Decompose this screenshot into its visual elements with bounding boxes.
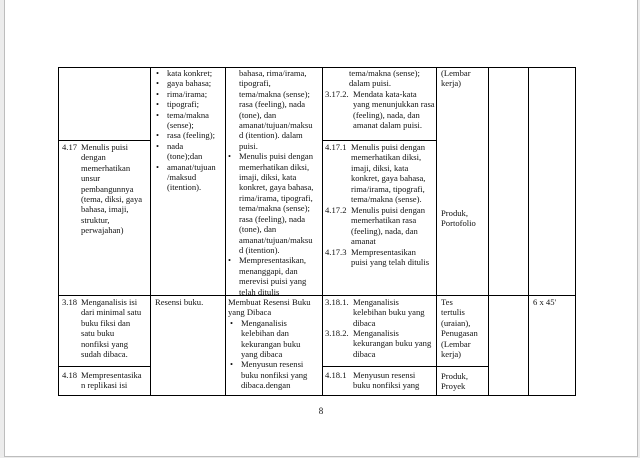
text-line: Menulis puisi dengan — [351, 142, 425, 152]
text-line: d (itention). dalam — [239, 130, 303, 141]
text-line: memerhatikan rasa — [351, 215, 417, 226]
text-line: Mendata kata-kata — [353, 89, 417, 99]
text-line: nonfiksi yang — [81, 338, 129, 349]
text-line: dibaca — [353, 348, 376, 359]
kd-line: pembangunnya — [81, 183, 134, 194]
text-line: Menganalisis isi — [81, 297, 138, 307]
text-line: tema/makna (sense). — [351, 194, 422, 205]
text-line: tema/makna (sense); — [349, 68, 420, 78]
text-line: dibaca — [353, 317, 376, 328]
text-line: tema/makna (sense); — [239, 88, 310, 99]
indikator-3-18-1 — [325, 297, 425, 328]
text-line: tertulis — [441, 307, 465, 318]
text-line: (tone), dan — [239, 224, 277, 235]
materi-item-cont: (tone);dan — [167, 151, 203, 162]
text-line: dalam puisi. — [349, 78, 392, 89]
text-line: buku nonfiksi yang — [353, 380, 420, 391]
indikator-3-18-2 — [325, 328, 431, 359]
text-line: yang menunjukkan rasa — [353, 99, 435, 110]
text-line: Resensi buku. — [155, 297, 204, 307]
indikator-3-17-cont — [325, 68, 420, 89]
text-line: imaji, diksi, kata — [239, 172, 297, 183]
text-line: d (itention). — [239, 244, 280, 255]
indikator-4-18-1 — [325, 370, 419, 391]
text-line: Menyusun resensi — [353, 370, 416, 380]
text-line: dibaca.dengan — [241, 380, 291, 391]
text-line: Produk, — [441, 371, 468, 381]
text-line: rasa (feeling), nada — [239, 213, 306, 224]
text-line: Mempresentasika — [81, 370, 142, 380]
materi-item-cont: (sense); — [167, 120, 194, 131]
kd-line: struktur, — [81, 214, 110, 225]
kegiatan-bullet: • Mempresentasikan, — [228, 255, 313, 265]
materi-item: • rima/irama; — [156, 89, 216, 99]
text-line: buku fiksi dan — [81, 317, 131, 328]
materi-item: • gaya bahasa; — [156, 78, 216, 88]
text-line: kekurangan buku — [241, 338, 301, 349]
text-line: Penugasan — [441, 328, 478, 339]
kegiatan-bullet: • Menganalisis — [230, 318, 311, 328]
materi-item: • amanat/tujuan — [156, 162, 216, 172]
kd-line: bahasa, imaji, — [81, 204, 129, 215]
text-line: rima/irama, tipografi, — [351, 183, 425, 194]
text-line: telah ditulis — [239, 286, 280, 297]
text-line: konkret, gaya bahasa, — [239, 182, 314, 193]
kegiatan-bullet: • Menyusun resensi — [230, 359, 311, 369]
indikator-3-17-2 — [325, 89, 435, 131]
text-line: 6 x 45' — [533, 297, 557, 307]
text-line: amanat/tujuan/maksu — [239, 120, 313, 131]
text-line: (tone), dan — [239, 109, 277, 120]
text-line: Menganalisis — [353, 297, 399, 307]
syllabus-table — [58, 67, 576, 396]
text-line: bahasa, rima/irama, — [239, 68, 307, 78]
penilaian-produk-proyek — [441, 371, 468, 392]
text-line: yang Dibaca — [228, 307, 272, 318]
kd-4-18 — [62, 370, 142, 391]
page-number: 8 — [318, 406, 324, 416]
indikator-4-17-1 — [325, 142, 425, 204]
kd-line: unsur — [81, 173, 101, 184]
text-line: rima/irama, tipografi, — [239, 192, 313, 203]
materi-item-cont: (itention). — [167, 182, 202, 193]
materi-item: • nada — [156, 141, 216, 151]
text-line: 4.17.3 — [325, 247, 347, 257]
text-line: 4.18.1 — [325, 370, 347, 380]
text-line: Mempresentasikan — [351, 247, 416, 257]
kd-line: (tema, diksi, gaya — [81, 194, 143, 205]
text-line: menanggapi, dan — [239, 265, 298, 276]
text-line: konkret, gaya bahasa, — [351, 173, 426, 184]
materi-item: • tema/makna — [156, 110, 216, 120]
text-line: Portofolio — [441, 218, 476, 229]
materi-item: • kata konkret; — [156, 68, 216, 78]
text-line: tipografi, — [239, 78, 271, 89]
text-line: kerja) — [441, 349, 462, 360]
materi-list — [156, 68, 216, 193]
text-line: (Lembar — [441, 68, 471, 78]
text-line: kerja) — [441, 78, 462, 89]
text-line: tema/makna (sense); — [239, 203, 310, 214]
text-line: (Lembar — [441, 338, 471, 349]
text-line: (feeling), nada, dan — [353, 109, 420, 120]
text-line: 3.18.2. — [325, 328, 349, 338]
kegiatan-bullet: • Menulis puisi dengan — [228, 151, 313, 161]
text-line: imaji, diksi, kata — [351, 162, 409, 173]
indikator-4-17-2 — [325, 205, 425, 247]
indikator-4-17-3 — [325, 247, 429, 268]
text-line: 4.17.1 — [325, 142, 347, 152]
kd-3-18 — [62, 297, 141, 359]
materi-item-cont: /maksud — [167, 172, 197, 183]
text-line: dari minimal satu — [81, 307, 142, 318]
text-line: Tes — [441, 297, 453, 307]
text-line: 3.17.2. — [325, 89, 349, 99]
kd-line: memerhatikan — [81, 162, 131, 173]
kd-line: dengan — [81, 152, 106, 163]
text-line: Membuat Resensi Buku — [228, 297, 311, 307]
text-line: Produk, — [441, 208, 468, 218]
text-line: Menulis puisi dengan — [351, 205, 425, 215]
kd-line: Menulis puisi — [81, 142, 129, 152]
text-line: 4.18 — [62, 370, 78, 380]
text-line: puisi yang telah ditulis — [351, 257, 430, 268]
text-line: (feeling), nada, dan — [351, 225, 418, 236]
materi-resensi — [155, 297, 203, 307]
text-line: memerhatikan diksi, — [239, 161, 310, 172]
materi-item: • rasa (feeling); — [156, 130, 216, 140]
text-line: 4.17 — [62, 142, 78, 152]
text-line: amanat dalam puisi. — [353, 120, 422, 131]
text-line: 3.18 — [62, 297, 78, 307]
kegiatan-resensi — [228, 297, 311, 391]
text-line: kelebihan buku yang — [353, 307, 425, 318]
text-line: buku nonfiksi yang — [241, 369, 308, 380]
alokasi-waktu — [533, 297, 556, 307]
text-line: satu buku — [81, 328, 115, 339]
text-line: sudah dibaca. — [81, 349, 128, 360]
text-line: memerhatikan diksi, — [351, 152, 422, 163]
text-line: puisi. — [239, 140, 258, 151]
materi-item: • tipografi; — [156, 99, 216, 109]
document-page — [4, 0, 638, 457]
text-line: n replikasi isi — [81, 380, 128, 391]
penilaian-top — [441, 68, 471, 89]
kd-4-17 — [62, 142, 142, 236]
text-line: rasa (feeling), nada — [239, 99, 306, 110]
text-line: kekurangan buku yang — [353, 338, 432, 349]
text-line: amanat — [351, 236, 376, 247]
text-line: merevisi puisi yang — [239, 276, 307, 287]
text-line: amanat/tujuan/maksu — [239, 234, 313, 245]
penilaian-produk-portofolio — [441, 208, 476, 229]
text-line: kelebihan dan — [241, 328, 289, 339]
text-line: Menganalisis — [353, 328, 399, 338]
text-line: 4.17.2 — [325, 205, 347, 215]
text-line: 3.18.1. — [325, 297, 349, 307]
penilaian-tes-tertulis — [441, 297, 478, 359]
text-line: (uraian), — [441, 317, 471, 328]
text-line: yang dibaca — [241, 349, 283, 360]
kegiatan-pembelajaran — [228, 68, 313, 297]
text-line: Proyek — [441, 381, 466, 392]
kd-line: perwajahan) — [81, 225, 124, 236]
